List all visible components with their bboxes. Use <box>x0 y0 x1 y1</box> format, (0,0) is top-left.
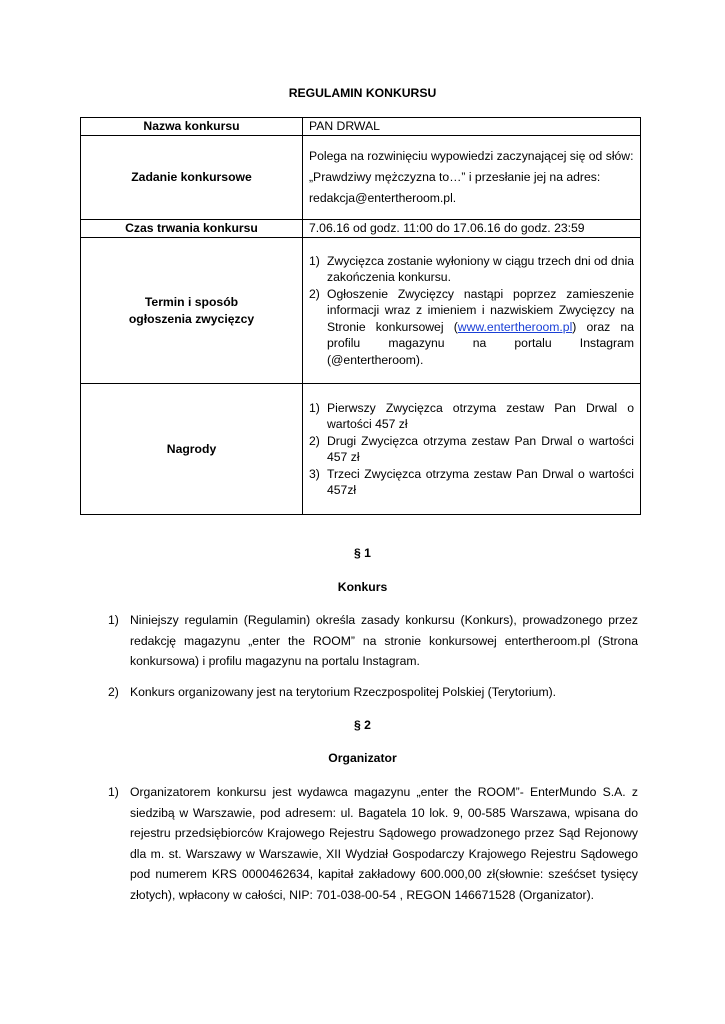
website-link[interactable]: www.entertheroom.pl <box>457 319 573 334</box>
section1-item1-number: 1) <box>108 613 119 627</box>
list-item <box>309 400 634 433</box>
table-row-name <box>81 118 641 136</box>
section1-symbol: § 1 <box>354 546 371 560</box>
name-label: Nazwa konkursu <box>81 118 303 136</box>
list-item-number: 1) <box>309 400 320 415</box>
section2-heading: Organizator <box>328 751 397 765</box>
prizes-value <box>303 384 641 515</box>
winner-list <box>309 253 634 369</box>
section1-item2-text: Konkurs organizowany jest na terytorium Rzeczpospolitej Polskiej (Terytorium). <box>130 685 557 699</box>
section1-item1-text: Niniejszy regulamin (Regulamin) określa zasady konkursu (Konkurs), prowadzonego przez redakcję magazynu „enter the ROOM” na stronie konkursowej entertheroom.pl (Strona konkursowa) i profilu magazynu na portalu Instagram. <box>130 613 638 668</box>
list-item-text: Trzeci Zwycięzca otrzyma zestaw Pan Drwal o wartości 457zł <box>327 466 634 497</box>
section2-symbol: § 2 <box>354 718 371 732</box>
winner-label-line2: ogłoszenia zwycięzcy <box>128 311 255 326</box>
table-row-winner <box>81 238 641 384</box>
section1-heading: Konkurs <box>337 580 388 594</box>
list-item-text: Pierwszy Zwycięzca otrzyma zestaw Pan Drwal o wartości 457 zł <box>327 400 634 431</box>
list-item-number: 1) <box>309 253 320 268</box>
list-item-number: 3) <box>309 466 320 481</box>
contest-info-table <box>80 117 641 515</box>
name-value: PAN DRWAL <box>303 118 641 136</box>
page-title: REGULAMIN KONKURSU <box>288 86 437 100</box>
list-item-number: 2) <box>309 286 320 301</box>
duration-label: Czas trwania konkursu <box>81 220 303 238</box>
task-value: Polega na rozwinięciu wypowiedzi zaczynającej się od słów: „Prawdziwy mężczyzna to…” i przesłanie jej na adres: redakcja@entertheroom.pl. <box>303 136 641 220</box>
list-item <box>309 286 634 369</box>
prizes-list <box>309 400 634 499</box>
list-item-text-after: ) oraz na profilu magazynu na portalu Instagram (@entertheroom). <box>327 319 634 367</box>
section2-item1-number: 1) <box>108 785 119 799</box>
table-row-task <box>81 136 641 220</box>
duration-value: 7.06.16 od godz. 11:00 do 17.06.16 do godz. 23:59 <box>303 220 641 238</box>
list-item-number: 2) <box>309 433 320 448</box>
list-item <box>309 253 634 286</box>
prizes-label: Nagrody <box>81 384 303 515</box>
task-label: Zadanie konkursowe <box>81 136 303 220</box>
winner-label <box>81 238 303 384</box>
list-item-text: Zwycięzca zostanie wyłoniony w ciągu trzech dni od dnia zakończenia konkursu. <box>327 253 634 285</box>
table-row-duration <box>81 220 641 238</box>
winner-label-line1: Termin i sposób <box>144 295 239 309</box>
list-item <box>309 433 634 466</box>
section1-item2-number: 2) <box>108 685 119 699</box>
winner-value <box>303 238 641 384</box>
table-row-prizes <box>81 384 641 515</box>
list-item-text: Drugi Zwycięzca otrzyma zestaw Pan Drwal o wartości 457 zł <box>327 433 634 464</box>
list-item-text: Ogłoszenie Zwycięzcy nastąpi poprzez zamieszenie informacji wraz z imieniem i nazwiskiem Zwycięzcy na Stronie konkursowej ( <box>327 286 634 334</box>
list-item <box>309 466 634 499</box>
section2-item1-text: Organizatorem konkursu jest wydawca magazynu „enter the ROOM”- EnterMundo S.A. z siedzibą w Warszawie, pod adresem: ul. Bagatela 10 lok. 9, 00-585 Warszawa, wpisana do rejestru przedsiębiorców Krajowego Rejestru Sądowego prowadzonego przez Sąd Rejonowy dla m. st. Warszawy w Warszawie, XII Wydział Gospodarczy Krajowego Rejestru Sądowego pod numerem KRS 0000462634, kapitał zakładowy 600.000,00 zł(słownie: sześćset tysięcy złotych), wpłacony w całości, NIP: 701-038-00-54 , REGON 146671528 (Organizator). <box>130 785 638 902</box>
